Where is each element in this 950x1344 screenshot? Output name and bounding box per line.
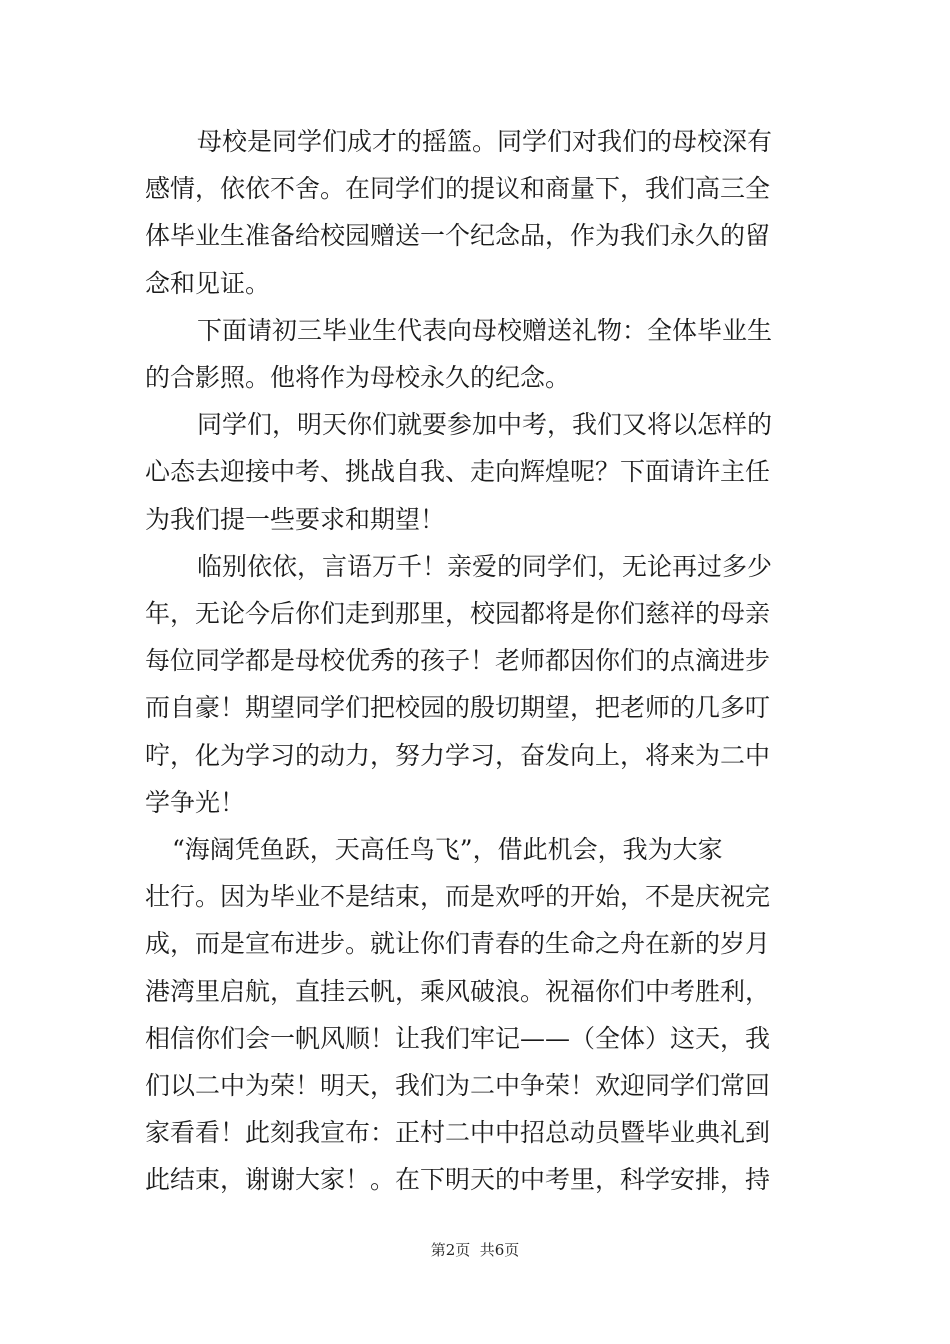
text-line: 体毕业生准备给校园赠送一个纪念品，作为我们永久的留 — [145, 221, 771, 251]
text-line: 母校是同学们成才的摇篮。同学们对我们的母校深有 — [197, 127, 773, 156]
text-line: 临别依依，言语万千！亲爱的同学们，无论再过多少 — [197, 551, 773, 581]
text-line: 咛，化为学习的动力，努力学习，奋发向上，将来为二中 — [145, 740, 771, 770]
text-line: 为我们提一些要求和期望！ — [145, 504, 446, 534]
text-line: 下面请初三毕业生代表向母校赠送礼物：全体毕业生 — [197, 315, 773, 345]
text-line: 相信你们会一帆风顺！让我们牢记——（全体）这天，我 — [145, 1023, 771, 1053]
text-line: 壮行。因为毕业不是结束，而是欢呼的开始，不是庆祝完 — [145, 882, 771, 912]
text-line: 港湾里启航，直挂云帆，乘风破浪。祝福你们中考胜利， — [145, 976, 771, 1006]
text-line: 学争光！ — [145, 787, 246, 817]
page-number-footer: 第2页 共6页 — [430, 1241, 520, 1259]
text-line: 心态去迎接中考、挑战自我、走向辉煌呢？下面请许主任 — [145, 457, 771, 487]
text-line: “海阔凭鱼跃，天高任鸟飞”，借此机会，我为大家 — [172, 835, 723, 864]
text-line: 年，无论今后你们走到那里，校园都将是你们慈祥的母亲 — [145, 599, 771, 628]
text-line: 念和见证。 — [145, 268, 271, 298]
text-line: 此结束，谢谢大家！。在下明天的中考里，科学安排，持 — [145, 1165, 771, 1195]
text-line: 同学们，明天你们就要参加中考，我们又将以怎样的 — [197, 410, 773, 440]
text-line: 成，而是宣布进步。就让你们青春的生命之舟在新的岁月 — [145, 929, 771, 959]
text-line: 感情，依依不舍。在同学们的提议和商量下，我们高三全 — [145, 174, 771, 204]
text-line: 而自豪！期望同学们把校园的殷切期望，把老师的几多叮 — [145, 693, 771, 723]
text-line: 家看看！此刻我宣布：正村二中中招总动员暨毕业典礼到 — [145, 1118, 771, 1148]
text-line: 们以二中为荣！明天，我们为二中争荣！欢迎同学们常回 — [145, 1071, 771, 1100]
text-line: 的合影照。他将作为母校永久的纪念。 — [145, 363, 571, 392]
text-line: 每位同学都是母校优秀的孩子！老师都因你们的点滴进步 — [145, 646, 771, 676]
